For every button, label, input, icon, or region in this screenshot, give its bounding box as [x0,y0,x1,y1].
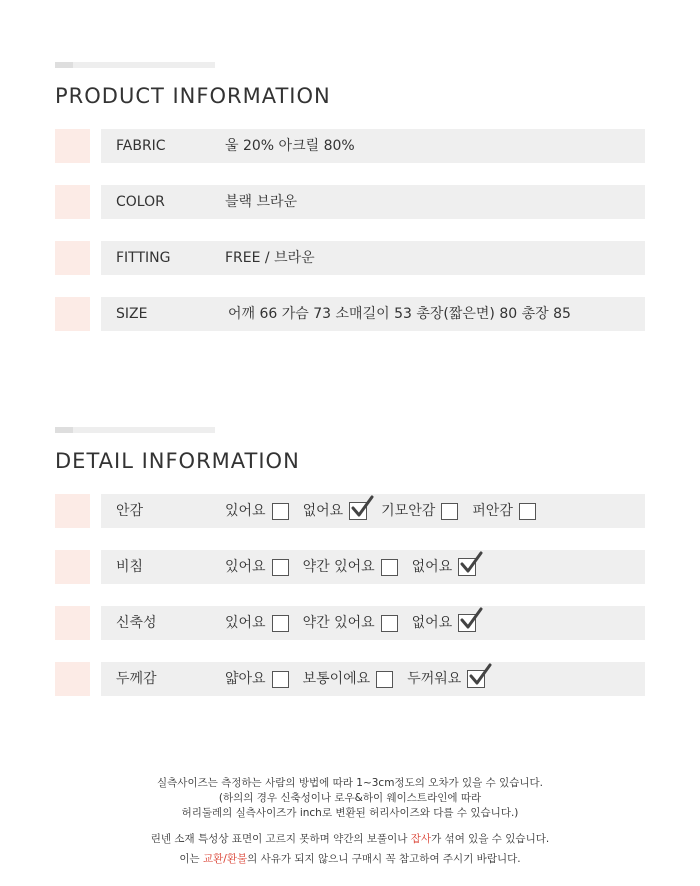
row-accent-block [55,494,90,528]
info-row-fabric [55,129,645,163]
checkmark-icon [459,551,483,575]
empty-checkbox[interactable] [376,671,393,688]
notice-line: 실측사이즈는 측정하는 사람의 방법에 따라 1~3cm정도의 오차가 있을 수 있습니다. [157,777,543,789]
option-label: 있어요 [225,559,266,575]
option-item [407,662,485,696]
info-row-size [55,297,645,331]
option-label: 약간 있어요 [302,615,375,631]
lining-label: 안감 [116,503,144,519]
notice-text-2 [0,832,700,867]
row-accent-block [55,185,90,219]
empty-checkbox[interactable] [519,503,536,520]
section-divider-bar [55,427,215,433]
highlight-text: 교환/환불 [203,853,248,865]
option-label: 없어요 [411,615,453,631]
empty-checkbox[interactable] [272,671,289,688]
option-label: 있어요 [225,503,266,519]
option-item [225,494,289,528]
option-label: 기모안감 [381,503,436,519]
notice-line: 이는 교환/환불의 사유가 되지 않으니 구매시 꼭 참고하여 주시기 바랍니다. [179,853,521,865]
see-through-label: 비침 [116,559,144,575]
empty-checkbox[interactable] [272,559,289,576]
option-item [303,550,398,584]
option-item [472,494,536,528]
checked-checkbox[interactable] [458,558,476,576]
row-bar [101,241,645,275]
option-item [303,494,368,528]
row-bar [101,129,645,163]
lining-options [225,494,550,528]
empty-checkbox[interactable] [272,503,289,520]
fitting-value: FREE / 브라운 [225,250,315,266]
detail-row-stretch [55,606,645,640]
row-bar [101,185,645,219]
empty-checkbox[interactable] [381,615,398,632]
size-value: 어깨 66 가슴 73 소매길이 53 총장(짧은면) 80 총장 85 [228,306,571,322]
row-accent-block [55,662,90,696]
detail-information-title: DETAIL INFORMATION [55,449,300,473]
checked-checkbox[interactable] [467,670,485,688]
detail-row-lining [55,494,645,528]
row-accent-block [55,129,90,163]
row-accent-block [55,241,90,275]
product-information-title: PRODUCT INFORMATION [55,84,331,108]
see-through-options [225,550,490,584]
option-item [412,606,477,640]
section-divider-bar [55,62,215,68]
option-label: 약간 있어요 [302,559,375,575]
checked-checkbox[interactable] [349,502,367,520]
option-label: 있어요 [225,615,266,631]
fitting-label: FITTING [116,250,171,266]
empty-checkbox[interactable] [272,615,289,632]
size-label: SIZE [116,306,148,322]
option-label: 없어요 [411,559,453,575]
checked-checkbox[interactable] [458,614,476,632]
option-item [412,550,477,584]
notice-text [0,776,700,821]
color-label: COLOR [116,194,165,210]
highlight-text: 잡사 [410,833,432,845]
row-accent-block [55,606,90,640]
option-item [381,494,458,528]
fabric-value: 울 20% 아크릴 80% [225,138,355,154]
checkmark-icon [468,663,492,687]
color-value: 블랙 브라운 [225,194,298,210]
option-item [303,662,394,696]
option-item [225,550,289,584]
detail-row-see-through [55,550,645,584]
info-row-color [55,185,645,219]
option-label: 퍼안감 [472,503,513,519]
option-label: 얇아요 [225,671,266,687]
option-label: 보통이에요 [302,671,371,687]
notice-line: 허리둘레의 실측사이즈가 inch로 변환된 허리사이즈와 다를 수 있습니다.) [181,807,519,819]
option-label: 없어요 [302,503,344,519]
stretch-label: 신축성 [116,615,157,631]
option-label: 두꺼워요 [407,671,462,687]
stretch-options [225,606,490,640]
checkmark-icon [350,495,374,519]
detail-row-thickness [55,662,645,696]
option-item [225,606,289,640]
option-item [303,606,398,640]
info-row-fitting [55,241,645,275]
checkmark-icon [459,607,483,631]
empty-checkbox[interactable] [441,503,458,520]
notice-line: (하의의 경우 신축성이나 로우&하이 웨이스트라인에 따라 [218,792,482,804]
empty-checkbox[interactable] [381,559,398,576]
option-item [225,662,289,696]
row-accent-block [55,297,90,331]
fabric-label: FABRIC [116,138,166,154]
notice-line: 린넨 소재 특성상 표면이 고르지 못하며 약간의 보풀이나 잡사가 섞여 있을 수 있습니다. [150,833,550,845]
thickness-label: 두께감 [116,671,157,687]
row-accent-block [55,550,90,584]
thickness-options [225,662,499,696]
